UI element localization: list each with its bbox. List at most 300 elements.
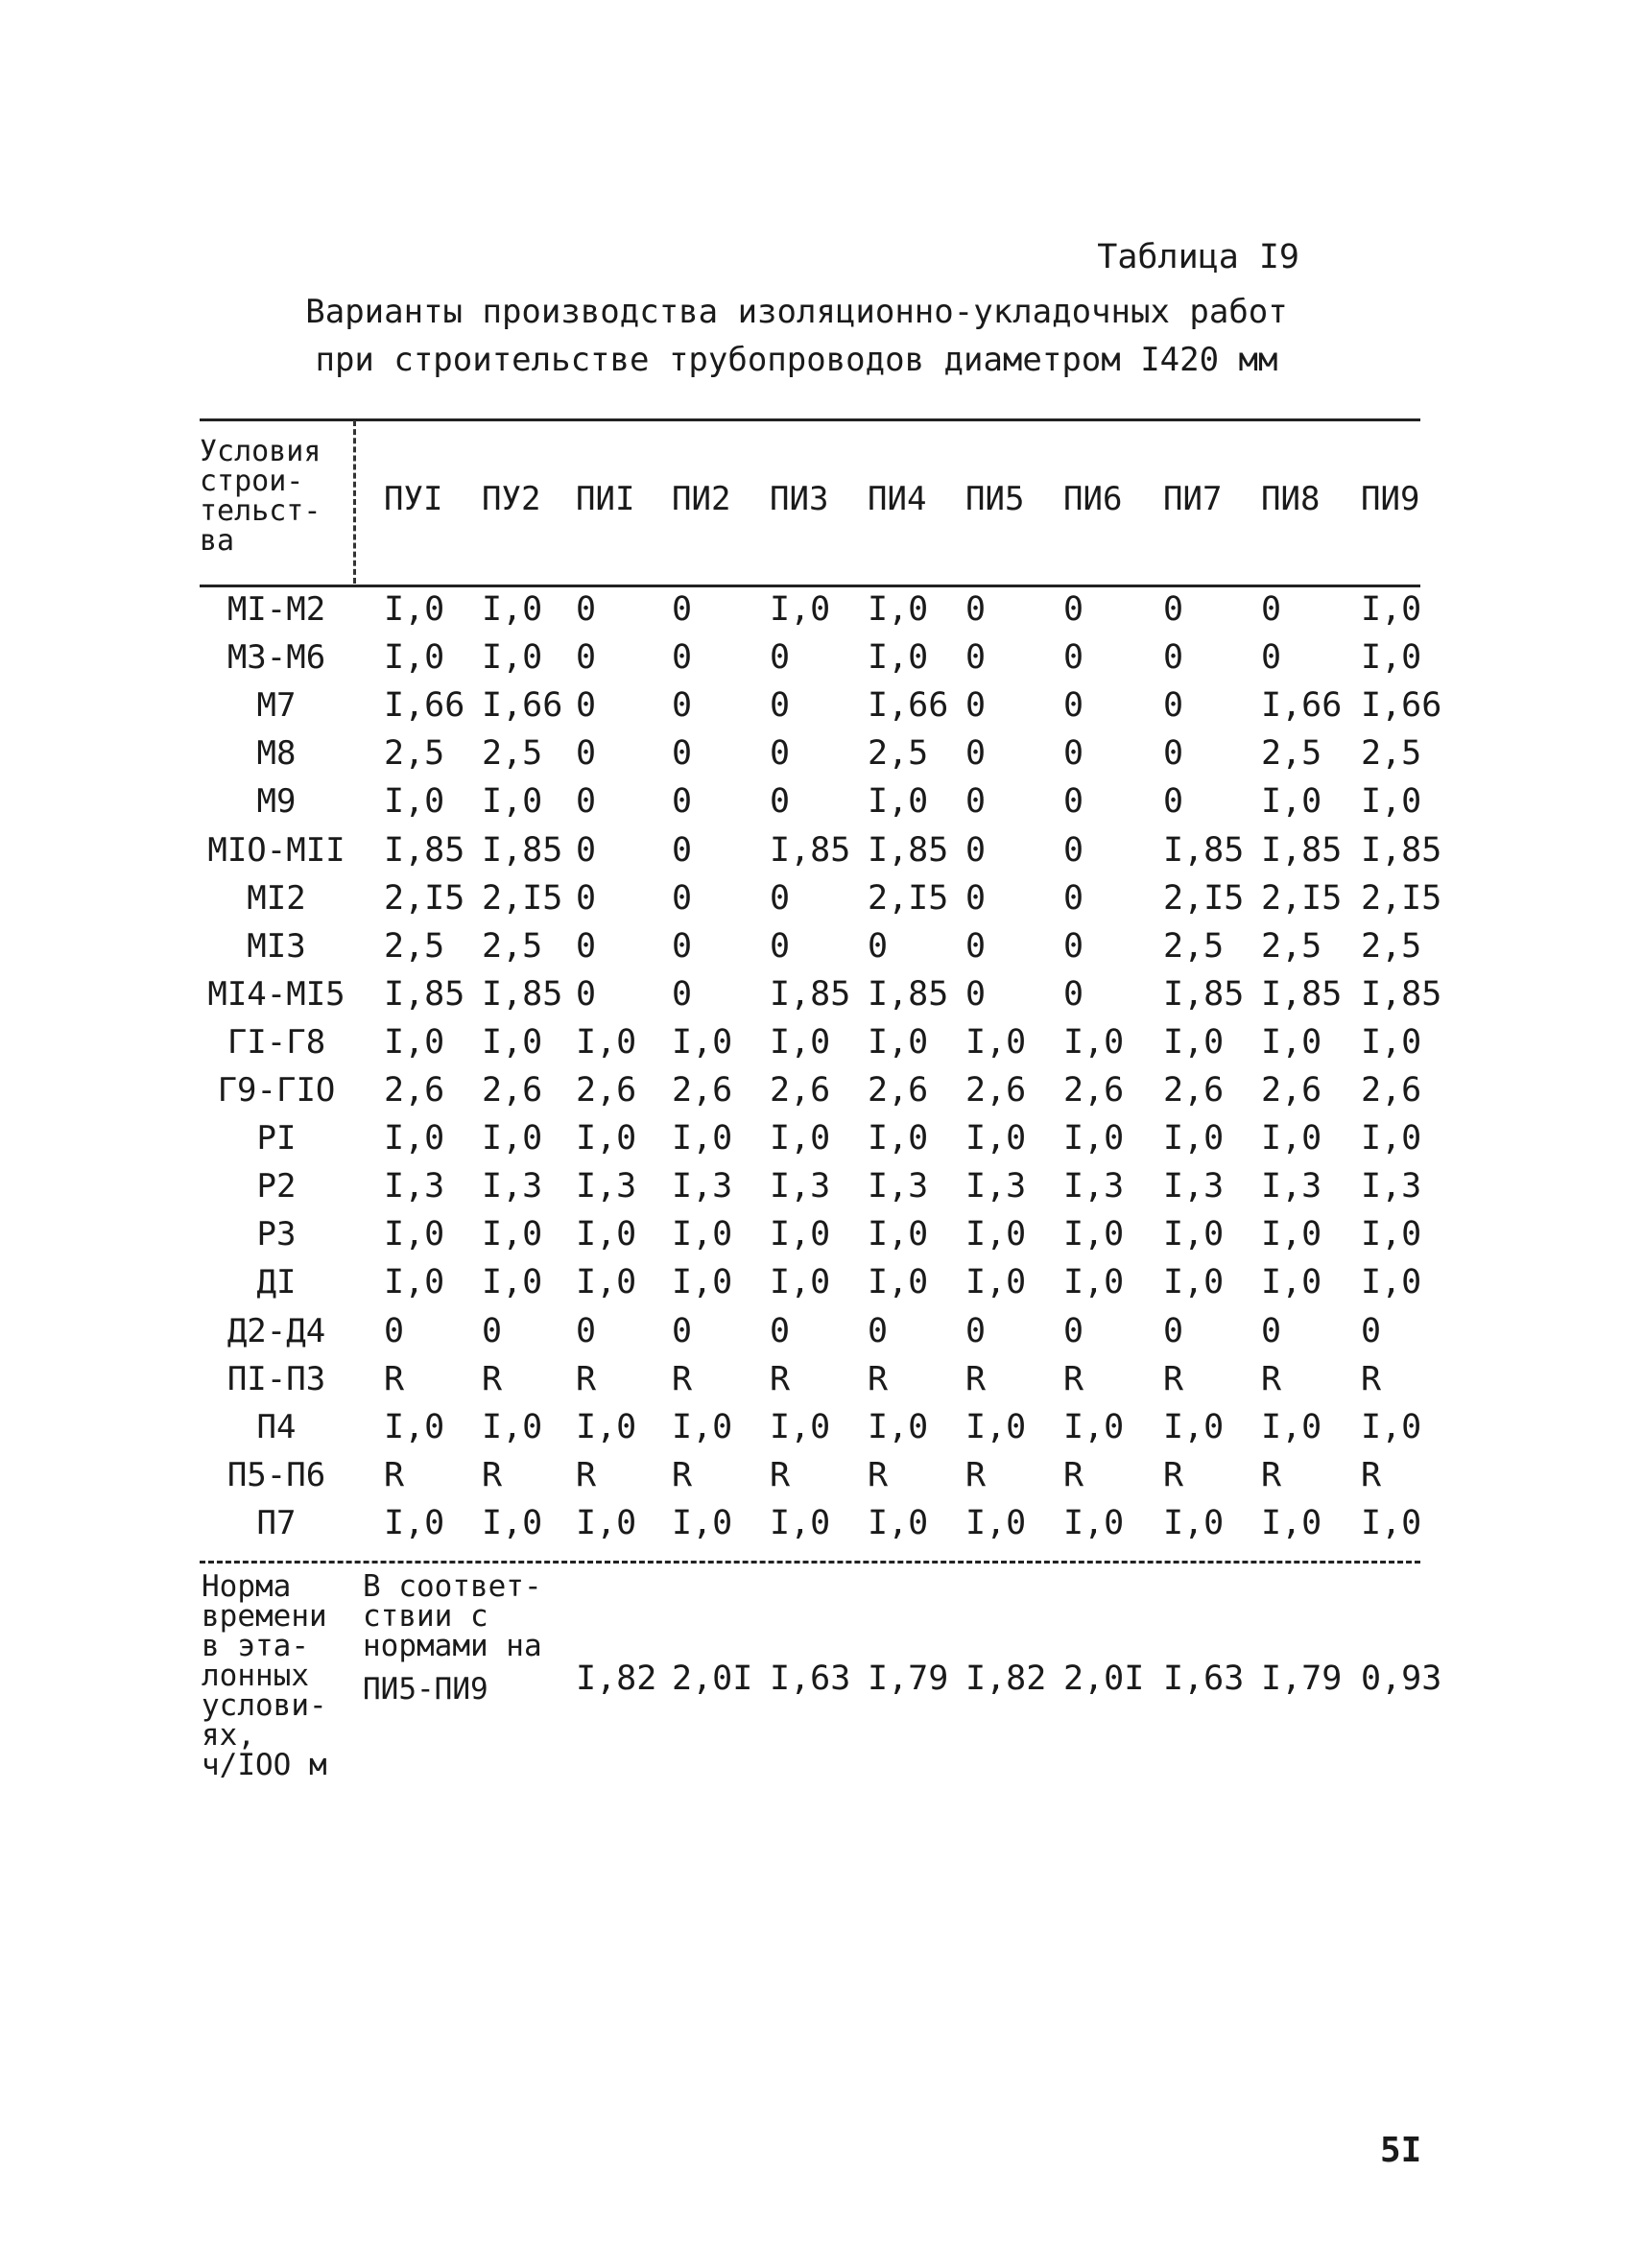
table-cell: 0 bbox=[1063, 638, 1084, 677]
table-cell: 0 bbox=[576, 782, 597, 821]
table-cell: 0 bbox=[1063, 782, 1084, 821]
footer-note-line: ствии с bbox=[363, 1599, 488, 1634]
column-header: ПИ3 bbox=[770, 480, 829, 518]
table-cell: I,0 bbox=[770, 590, 831, 629]
header-bottom-rule bbox=[200, 585, 1420, 587]
table-cell: 2,5 bbox=[1163, 927, 1225, 966]
table-cell: 0 bbox=[576, 975, 597, 1014]
table-cell: I,0 bbox=[1361, 1023, 1422, 1062]
table-row bbox=[0, 975, 1643, 1023]
row-label: Р3 bbox=[256, 1215, 297, 1253]
table-cell: 2,5 bbox=[1361, 734, 1422, 773]
table-cell: 0 bbox=[576, 638, 597, 677]
table-cell: I,0 bbox=[1063, 1408, 1125, 1446]
page-number: 5I bbox=[1380, 2131, 1422, 2170]
table-cell: I,0 bbox=[770, 1263, 831, 1301]
table-cell: I,0 bbox=[672, 1023, 733, 1062]
footer-label-line: Норма bbox=[202, 1569, 292, 1604]
table-cell: I,0 bbox=[482, 1504, 543, 1542]
table-cell: 0 bbox=[965, 782, 987, 821]
table-cell: I,0 bbox=[868, 1504, 929, 1542]
table-cell: I,0 bbox=[1361, 1408, 1422, 1446]
row-label: МI-М2 bbox=[226, 590, 326, 629]
table-cell: 0 bbox=[965, 1312, 987, 1350]
table-cell: 2,5 bbox=[482, 927, 543, 966]
table-cell: 2,I5 bbox=[868, 879, 949, 918]
table-cell: I,85 bbox=[868, 975, 949, 1014]
table-cell: 0 bbox=[965, 927, 987, 966]
table-cell: 0 bbox=[868, 1312, 889, 1350]
stub-header-line: Условия bbox=[200, 435, 321, 468]
table-row bbox=[0, 1023, 1643, 1071]
table-cell: I,0 bbox=[1163, 1215, 1225, 1253]
column-header: ПИ9 bbox=[1361, 480, 1420, 518]
table-cell: 0 bbox=[672, 638, 693, 677]
table-cell: 0 bbox=[965, 638, 987, 677]
table-cell: 0 bbox=[1063, 975, 1084, 1014]
table-cell: I,0 bbox=[672, 1215, 733, 1253]
table-cell: R bbox=[868, 1456, 889, 1494]
table-cell: I,0 bbox=[576, 1119, 637, 1158]
table-cell: I,0 bbox=[1063, 1119, 1125, 1158]
table-cell: 0 bbox=[770, 686, 791, 725]
table-cell: 2,6 bbox=[1063, 1071, 1125, 1110]
table-cell: 0 bbox=[672, 782, 693, 821]
row-label: РI bbox=[256, 1119, 297, 1158]
table-cell: I,0 bbox=[1361, 638, 1422, 677]
table-cell: I,3 bbox=[965, 1167, 1027, 1206]
row-label: М7 bbox=[256, 686, 297, 725]
table-cell: I,0 bbox=[1261, 1215, 1322, 1253]
table-cell: 0 bbox=[1063, 590, 1084, 629]
table-cell: 0 bbox=[672, 590, 693, 629]
table-cell: I,0 bbox=[1163, 1119, 1225, 1158]
table-cell: I,0 bbox=[576, 1408, 637, 1446]
table-cell: 2,5 bbox=[384, 927, 445, 966]
table-cell: R bbox=[384, 1456, 405, 1494]
caption-line: при строительстве трубопроводов диаметром I420 мм bbox=[315, 341, 1278, 379]
table-row bbox=[0, 927, 1643, 975]
table-cell: I,0 bbox=[770, 1215, 831, 1253]
column-header: ПИ4 bbox=[868, 480, 927, 518]
footer-note bbox=[363, 1569, 542, 1707]
table-cell: I,85 bbox=[482, 831, 563, 870]
table-cell: I,3 bbox=[1163, 1167, 1225, 1206]
table-row bbox=[0, 1215, 1643, 1263]
table-cell: I,66 bbox=[868, 686, 949, 725]
table-cell: I,0 bbox=[1163, 1504, 1225, 1542]
table-cell: I,3 bbox=[482, 1167, 543, 1206]
table-cell: 0 bbox=[965, 831, 987, 870]
table-cell: I,0 bbox=[482, 782, 543, 821]
table-cell: 0 bbox=[672, 879, 693, 918]
footer-value-cell: I,79 bbox=[868, 1659, 949, 1698]
table-cell: I,0 bbox=[672, 1119, 733, 1158]
table-cell: 0 bbox=[868, 927, 889, 966]
table-cell: 0 bbox=[1261, 1312, 1282, 1350]
table-cell: 2,I5 bbox=[1361, 879, 1442, 918]
table-cell: 2,6 bbox=[965, 1071, 1027, 1110]
stub-header-line: строи- bbox=[200, 465, 304, 498]
table-cell: 0 bbox=[965, 734, 987, 773]
table-cell: I,0 bbox=[672, 1263, 733, 1301]
table-cell: I,0 bbox=[868, 590, 929, 629]
table-cell: I,0 bbox=[482, 1023, 543, 1062]
table-cell: I,85 bbox=[482, 975, 563, 1014]
table-cell: I,0 bbox=[482, 1263, 543, 1301]
table-cell: 0 bbox=[770, 927, 791, 966]
table-cell: I,0 bbox=[384, 782, 445, 821]
table-top-rule bbox=[200, 418, 1420, 421]
table-cell: 2,6 bbox=[1361, 1071, 1422, 1110]
table-cell: I,0 bbox=[1163, 1263, 1225, 1301]
table-cell: 2,I5 bbox=[384, 879, 465, 918]
table-cell: I,0 bbox=[965, 1263, 1027, 1301]
table-cell: 0 bbox=[1261, 590, 1282, 629]
table-cell: 0 bbox=[672, 734, 693, 773]
table-cell: R bbox=[770, 1456, 791, 1494]
table-cell: I,85 bbox=[1261, 975, 1343, 1014]
table-cell: 0 bbox=[770, 734, 791, 773]
footer-value-cell: 2,0I bbox=[672, 1659, 753, 1698]
table-number: Таблица I9 bbox=[1097, 238, 1299, 276]
column-header: ПИ2 bbox=[672, 480, 731, 518]
table-cell: 0 bbox=[672, 927, 693, 966]
table-cell: I,0 bbox=[384, 1408, 445, 1446]
table-cell: R bbox=[1261, 1456, 1282, 1494]
table-row bbox=[0, 1312, 1643, 1360]
table-cell: I,0 bbox=[770, 1119, 831, 1158]
stub-header-line: тельст- bbox=[200, 494, 321, 528]
table-row bbox=[0, 1456, 1643, 1504]
table-row bbox=[0, 1360, 1643, 1408]
table-cell: I,3 bbox=[384, 1167, 445, 1206]
table-cell: I,0 bbox=[965, 1119, 1027, 1158]
table-cell: R bbox=[1261, 1360, 1282, 1398]
table-cell: 0 bbox=[965, 686, 987, 725]
table-cell: 0 bbox=[384, 1312, 405, 1350]
table-cell: I,85 bbox=[1361, 975, 1442, 1014]
table-cell: I,0 bbox=[672, 1408, 733, 1446]
footer-value-cell: 2,0I bbox=[1063, 1659, 1145, 1698]
table-cell: I,3 bbox=[770, 1167, 831, 1206]
table-cell: I,0 bbox=[965, 1215, 1027, 1253]
footer-dashed-rule bbox=[200, 1561, 1420, 1564]
table-cell: R bbox=[576, 1360, 597, 1398]
table-cell: R bbox=[482, 1456, 503, 1494]
table-cell: I,0 bbox=[1361, 1263, 1422, 1301]
table-cell: 2,5 bbox=[1261, 927, 1322, 966]
table-cell: R bbox=[672, 1456, 693, 1494]
row-label: П7 bbox=[256, 1504, 297, 1542]
table-cell: R bbox=[384, 1360, 405, 1398]
table-row bbox=[0, 782, 1643, 830]
table-cell: I,0 bbox=[868, 1263, 929, 1301]
table-cell: 2,6 bbox=[1163, 1071, 1225, 1110]
footer-note-line: В соответ- bbox=[363, 1569, 542, 1604]
column-header: ПУ2 bbox=[482, 480, 541, 518]
table-cell: 0 bbox=[1063, 686, 1084, 725]
table-cell: 0 bbox=[1063, 879, 1084, 918]
footer-label-line: услови- bbox=[202, 1688, 327, 1723]
footer-note-line: нормами на bbox=[363, 1629, 542, 1663]
footer-label-line: в эта- bbox=[202, 1629, 309, 1663]
table-cell: 0 bbox=[770, 638, 791, 677]
table-cell: R bbox=[1361, 1360, 1382, 1398]
row-label: МI4-МI5 bbox=[207, 975, 345, 1014]
table-cell: 0 bbox=[1163, 590, 1184, 629]
table-cell: 0 bbox=[965, 590, 987, 629]
row-label: П5-П6 bbox=[226, 1456, 326, 1494]
table-cell: I,0 bbox=[482, 1408, 543, 1446]
table-cell: I,66 bbox=[1361, 686, 1442, 725]
table-row bbox=[0, 1504, 1643, 1552]
table-cell: I,0 bbox=[1261, 1263, 1322, 1301]
column-header: ПИ5 bbox=[965, 480, 1025, 518]
table-cell: R bbox=[1163, 1360, 1184, 1398]
row-label: ДI bbox=[256, 1263, 297, 1301]
table-cell: I,85 bbox=[1163, 975, 1245, 1014]
row-label: М9 bbox=[256, 782, 297, 821]
row-label: М8 bbox=[256, 734, 297, 773]
column-header: ПИ7 bbox=[1163, 480, 1223, 518]
table-cell: 0 bbox=[672, 686, 693, 725]
table-row bbox=[0, 831, 1643, 879]
footer-value-cell: I,82 bbox=[576, 1659, 657, 1698]
table-cell: 2,I5 bbox=[1261, 879, 1343, 918]
table-cell: R bbox=[770, 1360, 791, 1398]
table-cell: I,0 bbox=[482, 1215, 543, 1253]
table-row bbox=[0, 879, 1643, 927]
table-cell: 0 bbox=[576, 1312, 597, 1350]
table-cell: 0 bbox=[672, 1312, 693, 1350]
table-cell: I,0 bbox=[770, 1408, 831, 1446]
row-label: П4 bbox=[256, 1408, 297, 1446]
table-cell: 2,6 bbox=[1261, 1071, 1322, 1110]
table-cell: I,3 bbox=[672, 1167, 733, 1206]
table-cell: I,85 bbox=[1163, 831, 1245, 870]
table-caption bbox=[288, 288, 1305, 384]
table-cell: I,85 bbox=[384, 831, 465, 870]
footer-label-line: времени bbox=[202, 1599, 327, 1634]
table-cell: R bbox=[965, 1360, 987, 1398]
table-cell: 0 bbox=[965, 975, 987, 1014]
table-cell: I,0 bbox=[1361, 782, 1422, 821]
table-cell: I,0 bbox=[1261, 782, 1322, 821]
footer-note-line: ПИ5-ПИ9 bbox=[363, 1672, 488, 1707]
stub-column-header bbox=[200, 437, 353, 556]
table-cell: I,0 bbox=[1261, 1408, 1322, 1446]
table-cell: I,85 bbox=[868, 831, 949, 870]
footer-value-cell: I,63 bbox=[1163, 1659, 1245, 1698]
table-cell: I,0 bbox=[1261, 1119, 1322, 1158]
table-row bbox=[0, 686, 1643, 734]
table-cell: I,0 bbox=[868, 782, 929, 821]
row-label: ГI-Г8 bbox=[226, 1023, 326, 1062]
table-cell: I,0 bbox=[868, 1119, 929, 1158]
table-cell: I,0 bbox=[384, 1504, 445, 1542]
table-cell: I,0 bbox=[770, 1023, 831, 1062]
table-cell: 0 bbox=[1261, 638, 1282, 677]
table-cell: I,66 bbox=[384, 686, 465, 725]
table-cell: I,3 bbox=[868, 1167, 929, 1206]
table-cell: 0 bbox=[1163, 734, 1184, 773]
column-header: ПИI bbox=[576, 480, 635, 518]
table-cell: 2,5 bbox=[384, 734, 445, 773]
table-row bbox=[0, 1408, 1643, 1456]
table-row bbox=[0, 1119, 1643, 1167]
header-column-separator bbox=[353, 420, 356, 584]
table-cell: I,0 bbox=[1261, 1023, 1322, 1062]
table-cell: I,0 bbox=[1361, 1504, 1422, 1542]
table-cell: I,66 bbox=[482, 686, 563, 725]
column-header: ПИ8 bbox=[1261, 480, 1321, 518]
table-row bbox=[0, 638, 1643, 686]
table-cell: 0 bbox=[672, 975, 693, 1014]
table-cell: 0 bbox=[1063, 927, 1084, 966]
table-cell: R bbox=[1163, 1456, 1184, 1494]
footer-value-cell: 0,93 bbox=[1361, 1659, 1442, 1698]
table-cell: I,0 bbox=[482, 1119, 543, 1158]
table-cell: R bbox=[965, 1456, 987, 1494]
table-cell: I,0 bbox=[965, 1504, 1027, 1542]
table-cell: I,0 bbox=[868, 1408, 929, 1446]
table-cell: 0 bbox=[576, 590, 597, 629]
table-cell: I,85 bbox=[1361, 831, 1442, 870]
table-cell: I,0 bbox=[384, 1263, 445, 1301]
footer-value-cell: I,63 bbox=[770, 1659, 851, 1698]
table-cell: 0 bbox=[1163, 638, 1184, 677]
table-cell: 2,6 bbox=[482, 1071, 543, 1110]
table-cell: 2,6 bbox=[868, 1071, 929, 1110]
table-cell: I,0 bbox=[384, 590, 445, 629]
table-cell: I,85 bbox=[770, 975, 851, 1014]
table-cell: I,0 bbox=[868, 1215, 929, 1253]
row-label: Д2-Д4 bbox=[226, 1312, 326, 1350]
table-cell: I,0 bbox=[384, 638, 445, 677]
table-cell: R bbox=[868, 1360, 889, 1398]
table-row bbox=[0, 590, 1643, 638]
table-cell: 2,6 bbox=[384, 1071, 445, 1110]
table-cell: 2,I5 bbox=[1163, 879, 1245, 918]
column-header: ПУI bbox=[384, 480, 443, 518]
table-cell: I,3 bbox=[1361, 1167, 1422, 1206]
row-label: Г9-ГIО bbox=[217, 1071, 336, 1110]
row-label: МI2 bbox=[247, 879, 306, 918]
table-cell: I,0 bbox=[1063, 1023, 1125, 1062]
table-cell: I,0 bbox=[1361, 1215, 1422, 1253]
table-cell: I,0 bbox=[482, 590, 543, 629]
table-cell: I,0 bbox=[576, 1504, 637, 1542]
table-cell: 2,5 bbox=[1261, 734, 1322, 773]
table-cell: R bbox=[1063, 1456, 1084, 1494]
table-cell: I,0 bbox=[1063, 1263, 1125, 1301]
table-cell: 0 bbox=[965, 879, 987, 918]
table-cell: I,3 bbox=[576, 1167, 637, 1206]
table-cell: I,0 bbox=[576, 1263, 637, 1301]
table-row bbox=[0, 1167, 1643, 1215]
table-cell: I,0 bbox=[1063, 1215, 1125, 1253]
table-cell: 2,5 bbox=[868, 734, 929, 773]
table-cell: I,85 bbox=[384, 975, 465, 1014]
table-cell: 0 bbox=[576, 831, 597, 870]
table-cell: I,3 bbox=[1063, 1167, 1125, 1206]
table-cell: 2,6 bbox=[672, 1071, 733, 1110]
table-cell: 0 bbox=[1163, 1312, 1184, 1350]
table-cell: 2,5 bbox=[482, 734, 543, 773]
table-cell: R bbox=[1063, 1360, 1084, 1398]
row-label: МIО-МII bbox=[207, 831, 345, 870]
footer-label-line: лонных bbox=[202, 1659, 309, 1693]
table-cell: I,0 bbox=[576, 1023, 637, 1062]
table-cell: I,0 bbox=[965, 1023, 1027, 1062]
stub-header-line: ва bbox=[200, 524, 235, 558]
table-cell: 0 bbox=[1063, 1312, 1084, 1350]
table-cell: I,0 bbox=[1361, 590, 1422, 629]
table-cell: 0 bbox=[482, 1312, 503, 1350]
table-cell: I,0 bbox=[482, 638, 543, 677]
table-cell: I,0 bbox=[868, 638, 929, 677]
row-label: Р2 bbox=[256, 1167, 297, 1206]
table-cell: I,85 bbox=[1261, 831, 1343, 870]
table-cell: R bbox=[482, 1360, 503, 1398]
table-row bbox=[0, 1071, 1643, 1119]
table-cell: 0 bbox=[1163, 782, 1184, 821]
footer-row-label bbox=[202, 1569, 327, 1782]
table-cell: 0 bbox=[770, 879, 791, 918]
table-cell: 0 bbox=[1063, 734, 1084, 773]
table-cell: 0 bbox=[1163, 686, 1184, 725]
table-row bbox=[0, 734, 1643, 782]
footer-label-line: ях, bbox=[202, 1718, 255, 1753]
table-cell: 2,I5 bbox=[482, 879, 563, 918]
table-cell: 0 bbox=[770, 1312, 791, 1350]
table-cell: 0 bbox=[1063, 831, 1084, 870]
table-cell: I,3 bbox=[1261, 1167, 1322, 1206]
column-header: ПИ6 bbox=[1063, 480, 1123, 518]
table-cell: I,0 bbox=[1163, 1408, 1225, 1446]
table-cell: I,0 bbox=[384, 1215, 445, 1253]
table-cell: 2,5 bbox=[1361, 927, 1422, 966]
table-cell: I,0 bbox=[1163, 1023, 1225, 1062]
table-cell: I,85 bbox=[770, 831, 851, 870]
table-cell: 0 bbox=[672, 831, 693, 870]
caption-line: Варианты производства изоляционно-укладочных работ bbox=[305, 293, 1288, 331]
table-cell: R bbox=[1361, 1456, 1382, 1494]
table-cell: 0 bbox=[576, 686, 597, 725]
row-label: МI3 bbox=[247, 927, 306, 966]
table-cell: R bbox=[672, 1360, 693, 1398]
table-cell: I,0 bbox=[672, 1504, 733, 1542]
footer-value-cell: I,79 bbox=[1261, 1659, 1343, 1698]
table-cell: 2,6 bbox=[770, 1071, 831, 1110]
table-cell: I,66 bbox=[1261, 686, 1343, 725]
footer-value-cell: I,82 bbox=[965, 1659, 1047, 1698]
table-row bbox=[0, 1263, 1643, 1311]
table-cell: I,0 bbox=[965, 1408, 1027, 1446]
table-cell: I,0 bbox=[1063, 1504, 1125, 1542]
footer-label-line: ч/IОО м bbox=[202, 1748, 327, 1782]
row-label: ПI-П3 bbox=[226, 1360, 326, 1398]
table-cell: I,0 bbox=[1361, 1119, 1422, 1158]
table-cell: 0 bbox=[770, 782, 791, 821]
table-cell: 2,6 bbox=[576, 1071, 637, 1110]
table-cell: I,0 bbox=[770, 1504, 831, 1542]
table-cell: I,0 bbox=[1261, 1504, 1322, 1542]
table-cell: I,0 bbox=[868, 1023, 929, 1062]
table-cell: 0 bbox=[576, 927, 597, 966]
row-label: М3-М6 bbox=[226, 638, 326, 677]
